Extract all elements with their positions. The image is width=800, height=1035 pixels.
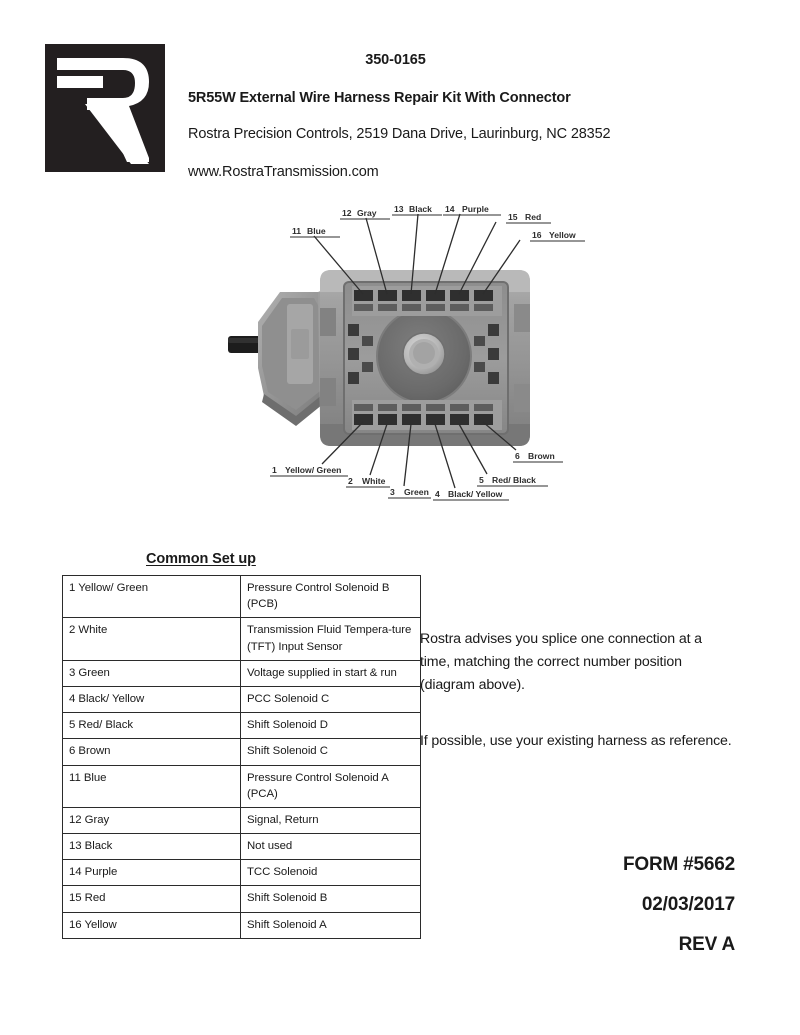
svg-text:Red/ Black: Red/ Black [492,475,536,485]
diagram-label-pin-11 [290,226,340,237]
rostra-logo [45,44,165,172]
note-spacer [420,697,735,730]
rostra-logo-icon [45,44,165,172]
cell-function: Shift Solenoid B [241,886,421,912]
table-row [63,912,421,938]
table-row [63,860,421,886]
cell-function: Signal, Return [241,807,421,833]
cell-pin: 1 Yellow/ Green [63,576,241,618]
svg-text:13: 13 [394,204,404,214]
terminal-slots-top [352,286,502,316]
connector-diagram-svg [0,196,800,516]
table-row [63,765,421,807]
svg-text:Brown: Brown [528,451,555,461]
cell-pin: 3 Green [63,660,241,686]
diagram-label-pin-13 [392,204,442,215]
form-date: 02/03/2017 [641,894,735,915]
diagram-label-pin-2 [346,476,390,487]
cell-function: Shift Solenoid C [241,739,421,765]
svg-text:Yellow: Yellow [549,230,576,240]
svg-text:12: 12 [342,208,352,218]
cell-pin: 16 Yellow [63,912,241,938]
document-footer [395,855,735,954]
table-row [63,739,421,765]
svg-text:1: 1 [272,465,277,475]
svg-text:Black/ Yellow: Black/ Yellow [448,489,503,499]
svg-text:11: 11 [292,226,302,236]
table-body [63,576,421,939]
table-row [63,576,421,618]
diagram-labels-top [290,204,585,241]
diagram-label-pin-16 [530,230,585,241]
svg-text:15: 15 [508,212,518,222]
cell-pin: 6 Brown [63,739,241,765]
cell-function: Pressure Control Solenoid B (PCB) [241,576,421,618]
company-address: Rostra Precision Controls, 2519 Dana Drive, Laurinburg, NC 28352 [188,126,611,142]
cell-pin: 13 Black [63,834,241,860]
diagram-labels-bottom [270,451,563,500]
svg-text:Blue: Blue [307,226,326,236]
terminal-slots-bottom [352,400,502,430]
svg-text:Green: Green [404,487,429,497]
cell-function: PCC Solenoid C [241,686,421,712]
svg-text:Black: Black [409,204,432,214]
cell-pin: 11 Blue [63,765,241,807]
table-row [63,618,421,660]
table-row [63,660,421,686]
cell-function: Not used [241,834,421,860]
form-number: FORM #5662 [622,854,735,875]
table-heading: Common Set up [146,551,256,567]
svg-text:Purple: Purple [462,204,489,214]
table-row [63,886,421,912]
cell-function: Shift Solenoid A [241,912,421,938]
diagram-label-pin-1 [270,465,348,476]
connector-body-graphic [228,270,530,446]
svg-text:Yellow/ Green: Yellow/ Green [285,465,342,475]
cell-pin: 14 Purple [63,860,241,886]
document-header [0,0,800,200]
diagram-label-pin-3 [388,487,431,498]
diagram-label-pin-14 [443,204,501,215]
cell-pin: 2 White [63,618,241,660]
table-row [63,807,421,833]
svg-text:2: 2 [348,476,353,486]
diagram-label-pin-15 [506,212,551,223]
table-row [63,713,421,739]
svg-text:White: White [362,476,386,486]
svg-text:5: 5 [479,475,484,485]
cell-function: Pressure Control Solenoid A (PCA) [241,765,421,807]
svg-text:3: 3 [390,487,395,497]
cell-function: TCC Solenoid [241,860,421,886]
table-row [63,686,421,712]
diagram-label-pin-5 [477,475,548,486]
cell-pin: 4 Black/ Yellow [63,686,241,712]
svg-text:Gray: Gray [357,208,377,218]
svg-text:14: 14 [445,204,455,214]
connector-diagram [0,196,800,516]
svg-text:Red: Red [525,212,542,222]
svg-text:6: 6 [515,451,520,461]
diagram-label-pin-4 [433,489,509,500]
form-revision: REV A [678,934,735,955]
cell-pin: 15 Red [63,886,241,912]
note-paragraph-2: If possible, use your existing harness as reference. [420,733,732,749]
cell-function: Transmission Fluid Tempera-ture (TFT) Input Sensor [241,618,421,660]
cell-pin: 5 Red/ Black [63,713,241,739]
diagram-label-pin-6 [513,451,563,462]
instruction-notes [420,628,735,753]
table-row [63,834,421,860]
svg-text:16: 16 [532,230,542,240]
cell-pin: 12 Gray [63,807,241,833]
diagram-label-pin-12 [340,208,390,219]
company-website: www.RostraTransmission.com [188,164,379,180]
cell-function: Shift Solenoid D [241,713,421,739]
svg-text:4: 4 [435,489,440,499]
common-setup-table [62,575,421,939]
part-number: 350-0165 [365,52,426,68]
page-title: 5R55W External Wire Harness Repair Kit With Connector [188,90,571,106]
note-paragraph-1: Rostra advises you splice one connection at a time, matching the correct number position (diagram above). [420,631,702,693]
cell-function: Voltage supplied in start & run [241,660,421,686]
